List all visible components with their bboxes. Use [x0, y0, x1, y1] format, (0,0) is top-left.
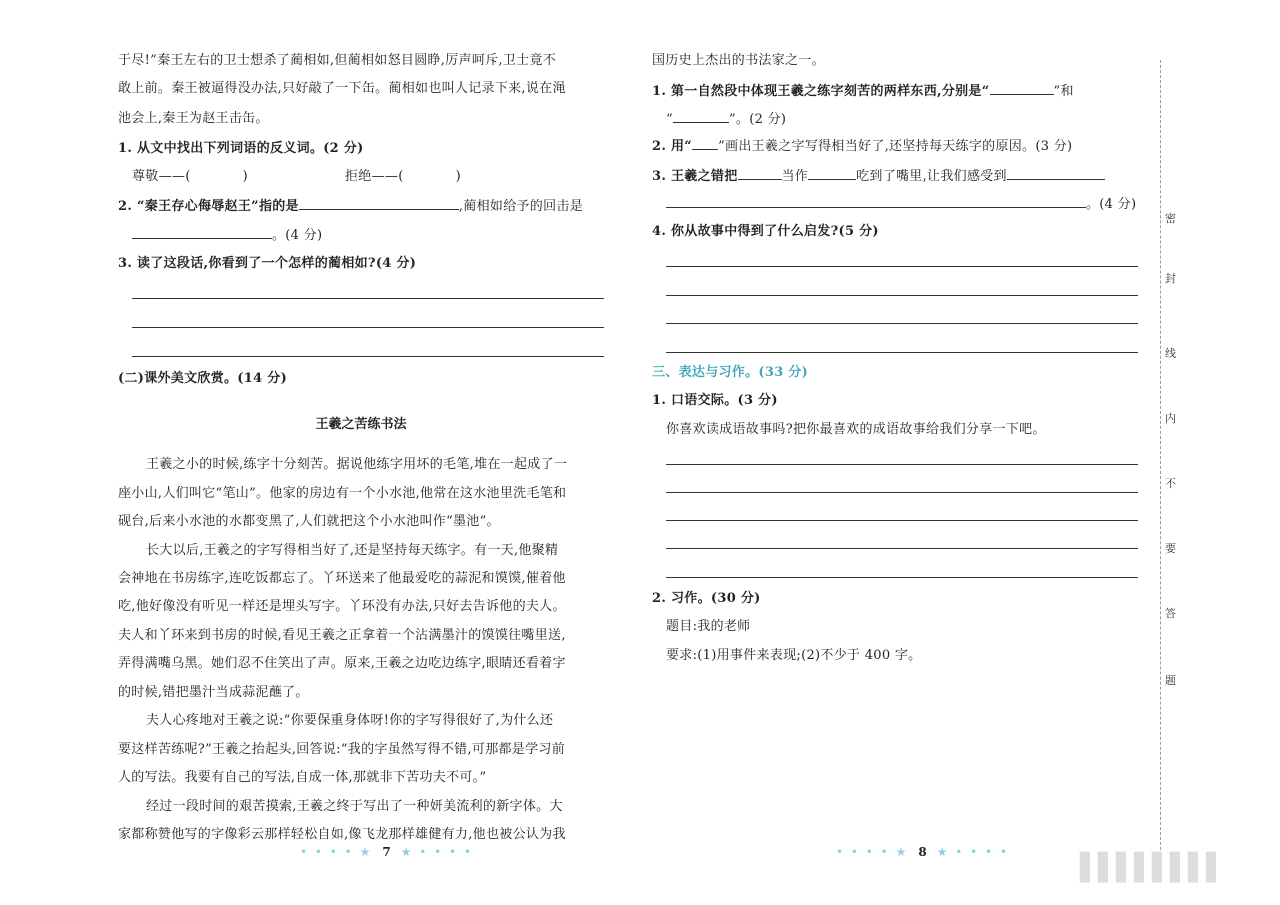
story-line: 吃,他好像没有听见一样还是埋头写字。丫环没有办法,只好去告诉他的夫人。 [118, 599, 566, 614]
section-2-heading: (二)课外美文欣赏。(14 分) [118, 371, 288, 386]
seal-char: 封 [1165, 272, 1176, 285]
question-3-mid: 吃到了嘴里,让我们感受到 [856, 169, 1007, 184]
answer-blank[interactable] [299, 197, 459, 210]
question-3 [652, 167, 1105, 186]
antonym-respect-label: 尊敬——( [132, 169, 191, 184]
page-number: 8 [918, 845, 927, 859]
question-1-and: ”和 [1053, 84, 1074, 99]
answer-line[interactable] [666, 295, 1138, 296]
answer-blank[interactable] [1007, 167, 1105, 180]
passage-line: 池会上,秦王为赵王击缶。 [118, 111, 269, 126]
underline-mark [692, 140, 718, 150]
antonym-refuse-label: 拒绝——( [345, 169, 404, 184]
answer-line[interactable] [666, 266, 1138, 267]
story-line: 夫人和丫环来到书房的时候,看见王羲之正拿着一个沾满墨汁的馍馍往嘴里送, [118, 628, 566, 643]
seal-char: 线 [1165, 347, 1176, 360]
footer-stars-left: • • • • ★ [300, 845, 373, 859]
question-2-text: ”画出王羲之字写得相当好了,还坚持每天练字的原因。(3 分) [718, 139, 1073, 154]
question-3-cont [666, 195, 1136, 214]
answer-blank[interactable] [990, 82, 1054, 95]
question-3: 3. 读了这段话,你看到了一个怎样的蔺相如?(4 分) [118, 256, 417, 271]
story-line: 座小山,人们叫它“笔山”。他家的房边有一个小水池,他常在这水池里洗毛笔和 [118, 486, 567, 501]
question-2-num: 2. “秦王存心侮辱赵王”指的是 [118, 199, 299, 214]
answer-blank[interactable] [666, 195, 1086, 208]
question-1-open-quote: “ [666, 112, 673, 127]
question-1-text: 1. 第一自然段中体现王羲之练字刻苦的两样东西,分别是“ [652, 84, 990, 99]
story-line: 王羲之小的时候,练字十分刻苦。据说他练字用坏的毛笔,堆在一起成了一 [146, 457, 568, 472]
answer-blank[interactable] [673, 110, 729, 123]
story-line: 夫人心疼地对王羲之说:“你要保重身体呀!你的字写得很好了,为什么还 [146, 713, 554, 728]
writing-task: 2. 习作。(30 分) [652, 591, 761, 606]
passage-line: 于尽!”秦王左右的卫士想杀了蔺相如,但蔺相如怒目圆睁,厉声呵斥,卫士竟不 [118, 53, 557, 68]
writing-topic: 题目:我的老师 [666, 619, 751, 634]
question-2-cont [132, 226, 322, 245]
story-title: 王羲之苦练书法 [315, 417, 407, 432]
story-line: 砚台,后来小水池的水都变黑了,人们就把这个小水池叫作“墨池”。 [118, 514, 500, 529]
answer-line[interactable] [666, 577, 1138, 578]
passage-line: 国历史上杰出的书法家之一。 [652, 53, 825, 68]
footer-stars-left: • • • • ★ [836, 845, 909, 859]
question-3-score: 。(4 分) [1086, 197, 1137, 212]
answer-blank[interactable] [132, 226, 272, 239]
seal-char: 答 [1165, 607, 1176, 620]
footer-stars-right: ★ • • • • [936, 845, 1010, 859]
page-footer-8 [836, 845, 1009, 859]
question-4: 4. 你从故事中得到了什么启发?(5 分) [652, 224, 879, 239]
right-page [640, 0, 1280, 905]
story-line: 经过一段时间的艰苦摸索,王羲之终于写出了一种妍美流利的新字体。大 [146, 799, 563, 814]
story-line: 人的写法。我要有自己的写法,自成一体,那就非下苦功夫不可。” [118, 770, 487, 785]
question-1-score: ”。(2 分) [728, 112, 787, 127]
page-number: 7 [382, 845, 391, 859]
story-line: 家都称赞他写的字像彩云那样轻松自如,像飞龙那样雄健有力,他也被公认为我 [118, 827, 566, 842]
answer-line[interactable] [666, 464, 1138, 465]
answer-line[interactable] [132, 327, 604, 328]
watermark-logo: ▌▌▌▌▌▌▌▌ [1080, 853, 1224, 883]
story-line: 要这样苦练呢?”王羲之抬起头,回答说:“我的字虽然写得不错,可那都是学习前 [118, 742, 566, 757]
antonym-refuse-close: ) [455, 169, 461, 184]
question-2-mid: ,蔺相如给予的回击是 [458, 199, 583, 214]
seal-char: 不 [1165, 477, 1176, 490]
answer-line[interactable] [666, 352, 1138, 353]
antonym-refuse [345, 168, 461, 186]
question-2-num: 2. 用“ [652, 139, 693, 154]
seal-dashed-line [1160, 60, 1161, 850]
answer-line[interactable] [132, 356, 604, 357]
writing-requirements: 要求:(1)用事件来表现;(2)不少于 400 字。 [666, 648, 922, 663]
page-footer-7 [300, 845, 473, 859]
question-2-score: 。(4 分) [272, 228, 323, 243]
answer-line[interactable] [666, 323, 1138, 324]
oral-task: 1. 口语交际。(3 分) [652, 393, 778, 408]
answer-line[interactable] [666, 548, 1138, 549]
footer-stars-right: ★ • • • • [400, 845, 474, 859]
question-3-num: 3. 王羲之错把 [652, 169, 738, 184]
question-1-cont [666, 110, 786, 129]
story-line: 会神地在书房练字,连吃饭都忘了。丫环送来了他最爱吃的蒜泥和馍馍,催着他 [118, 571, 566, 586]
question-3-as: 当作 [781, 169, 809, 184]
section-3-heading: 三、表达与习作。(33 分) [652, 365, 809, 380]
question-2 [652, 138, 1072, 156]
oral-task-text: 你喜欢读成语故事吗?把你最喜欢的成语故事给我们分享一下吧。 [666, 422, 1046, 437]
seal-char: 要 [1165, 542, 1176, 555]
story-line: 长大以后,王羲之的字写得相当好了,还是坚持每天练字。有一天,他聚精 [146, 543, 559, 558]
answer-line[interactable] [666, 520, 1138, 521]
question-2 [118, 197, 583, 216]
question-1 [118, 140, 364, 158]
answer-blank[interactable] [808, 167, 856, 180]
answer-line[interactable] [132, 298, 604, 299]
passage-line: 敢上前。秦王被逼得没办法,只好敲了一下缶。蔺相如也叫人记录下来,说在渑 [118, 81, 566, 96]
antonym-respect-close: ) [242, 169, 248, 184]
question-1 [652, 82, 1074, 101]
antonym-respect [132, 168, 248, 186]
answer-blank[interactable] [738, 167, 782, 180]
answer-line[interactable] [666, 492, 1138, 493]
story-line: 的时候,错把墨汁当成蒜泥蘸了。 [118, 685, 309, 700]
story-line: 弄得满嘴乌黑。她们忍不住笑出了声。原来,王羲之边吃边练字,眼睛还看着字 [118, 656, 566, 671]
seal-char: 密 [1165, 212, 1176, 225]
seal-char: 内 [1165, 412, 1176, 425]
question-1-text: 1. 从文中找出下列词语的反义词。(2 分) [118, 141, 364, 156]
seal-char: 题 [1165, 674, 1176, 687]
